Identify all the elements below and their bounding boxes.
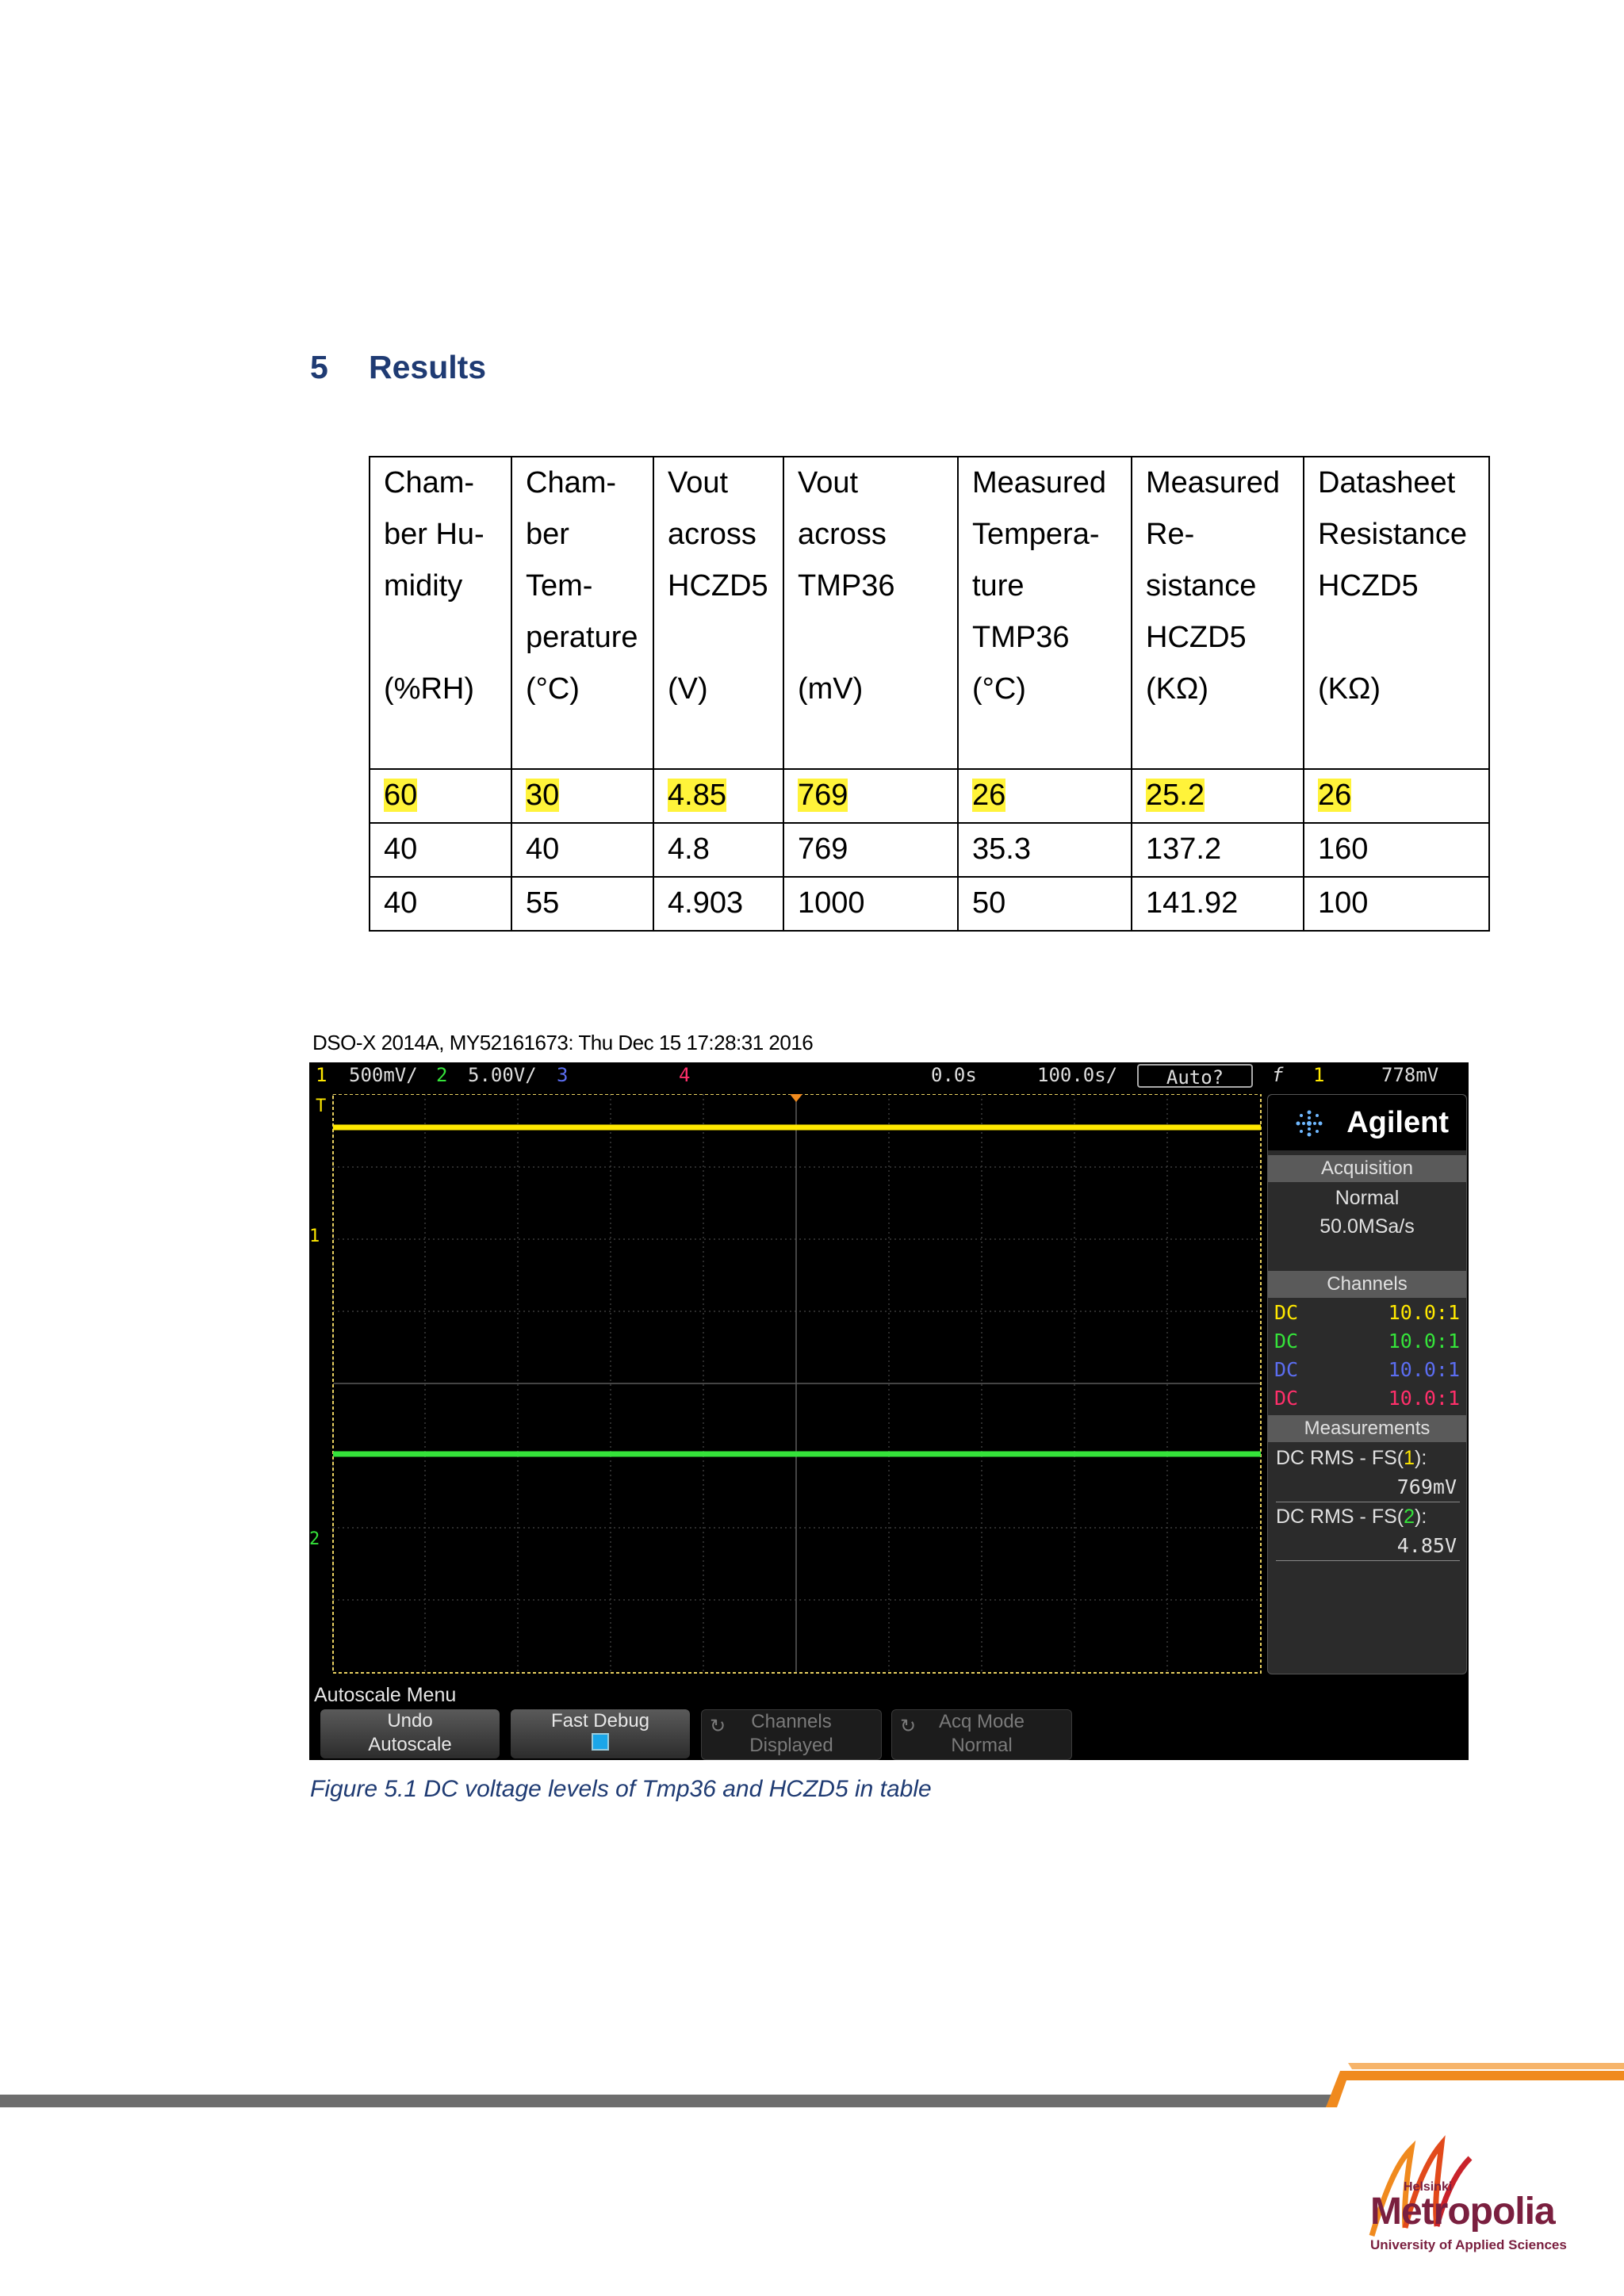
trigger-mode-box[interactable]: Auto? <box>1137 1064 1253 1088</box>
ch4-number: 4 <box>679 1064 691 1086</box>
scope-screen <box>309 1062 1469 1760</box>
agilent-spark-icon <box>1292 1106 1327 1141</box>
table-cell: 40 <box>370 877 511 931</box>
scope-status-bar <box>309 1062 1469 1089</box>
trigger-edge-icon: f <box>1272 1064 1284 1086</box>
section-heading <box>310 349 486 386</box>
rotate-knob-icon: ↻ <box>900 1716 917 1737</box>
table-cell: 60 <box>370 769 511 823</box>
trigger-marker: T <box>316 1096 327 1116</box>
table-cell: 160 <box>1304 823 1489 877</box>
table-header-row <box>370 457 1489 769</box>
table-cell: 26 <box>1304 769 1489 823</box>
ch2-scale: 5.00V/ <box>468 1064 537 1086</box>
results-table <box>369 456 1490 932</box>
undo-autoscale-button[interactable]: Undo Autoscale <box>320 1709 500 1758</box>
menu-title: Autoscale Menu <box>314 1684 457 1706</box>
trigger-channel: 1 <box>1313 1064 1325 1086</box>
table-cell: 25.2 <box>1132 769 1304 823</box>
channel-row-4: DC 10.0:1 <box>1274 1387 1460 1410</box>
table-cell: 137.2 <box>1132 823 1304 877</box>
oscilloscope-screenshot <box>309 1031 1469 1760</box>
acq-mode-button[interactable]: ↻ Acq Mode Normal <box>891 1709 1072 1760</box>
table-cell: 769 <box>783 823 958 877</box>
channels-header: Channels <box>1268 1271 1466 1298</box>
figure-caption: Figure 5.1 DC voltage levels of Tmp36 and HCZD5 in table <box>310 1776 932 1802</box>
ch2-number: 2 <box>436 1064 448 1086</box>
header-datasheet-resistance: Datasheet Resistance HCZD5 (KΩ) <box>1304 457 1489 769</box>
measurement-label-2: DC RMS - FS(2): <box>1276 1506 1427 1528</box>
checkbox-icon <box>592 1733 609 1751</box>
table-cell: 1000 <box>783 877 958 931</box>
table-row <box>370 769 1489 823</box>
fast-debug-button[interactable]: Fast Debug <box>511 1709 690 1758</box>
logo-city: Helsinki <box>1404 2180 1453 2194</box>
brand-name: Agilent <box>1346 1106 1449 1139</box>
trigger-level: 778mV <box>1381 1064 1439 1086</box>
rotate-knob-icon: ↻ <box>710 1716 726 1737</box>
table-cell: 35.3 <box>958 823 1132 877</box>
ch1-ground-marker: 1 <box>309 1226 320 1246</box>
acquisition-rate: 50.0MSa/s <box>1320 1215 1415 1238</box>
softkey-menu <box>309 1681 1469 1760</box>
table-cell: 50 <box>958 877 1132 931</box>
channel-row-1: DC 10.0:1 <box>1274 1301 1460 1324</box>
info-panel <box>1267 1094 1467 1674</box>
table-cell: 40 <box>370 823 511 877</box>
table-row <box>370 823 1489 877</box>
channel-row-2: DC 10.0:1 <box>1274 1330 1460 1353</box>
header-vout-tmp36: Vout across TMP36 (mV) <box>783 457 958 769</box>
scope-header-text: DSO-X 2014A, MY52161673: Thu Dec 15 17:28:31 2016 <box>312 1031 814 1054</box>
section-title: Results <box>369 349 487 385</box>
table-cell: 769 <box>783 769 958 823</box>
table-cell: 141.92 <box>1132 877 1304 931</box>
table-cell: 4.85 <box>653 769 783 823</box>
table-cell: 100 <box>1304 877 1489 931</box>
measurement-label-1: DC RMS - FS(1): <box>1276 1447 1427 1469</box>
acquisition-mode: Normal <box>1335 1187 1400 1209</box>
table-cell: 4.8 <box>653 823 783 877</box>
ch3-number: 3 <box>557 1064 569 1086</box>
measurements-header: Measurements <box>1268 1415 1466 1442</box>
header-vout-hczd5: Vout across HCZD5 (V) <box>653 457 783 769</box>
measurement-value-2: 4.85V <box>1396 1534 1457 1557</box>
header-chamber-temperature: Cham- ber Tem- perature (°C) <box>511 457 653 769</box>
waveform-graticule <box>309 1094 1264 1681</box>
logo-name: Metropolia <box>1370 2191 1555 2233</box>
table-row <box>370 877 1489 931</box>
ch1-number: 1 <box>316 1064 327 1086</box>
ch1-scale: 500mV/ <box>349 1064 418 1086</box>
acquisition-header: Acquisition <box>1268 1155 1466 1182</box>
ch2-ground-marker: 2 <box>309 1529 320 1549</box>
table-cell: 30 <box>511 769 653 823</box>
table-cell: 55 <box>511 877 653 931</box>
channel-row-3: DC 10.0:1 <box>1274 1358 1460 1381</box>
table-cell: 26 <box>958 769 1132 823</box>
header-chamber-humidity: Cham- ber Hu- midity (%RH) <box>370 457 511 769</box>
divider <box>1276 1560 1460 1561</box>
agilent-logo <box>1268 1095 1466 1150</box>
measurement-value-1: 769mV <box>1396 1475 1457 1498</box>
time-delay: 0.0s <box>931 1064 977 1086</box>
time-scale: 100.0s/ <box>1037 1064 1118 1086</box>
table-cell: 40 <box>511 823 653 877</box>
header-measured-resistance: Measured Re- sistance HCZD5 (KΩ) <box>1132 457 1304 769</box>
header-measured-temperature: Measured Tempera- ture TMP36 (°C) <box>958 457 1132 769</box>
section-number: 5 <box>310 349 328 385</box>
footer-band <box>0 2061 1624 2117</box>
channels-displayed-button[interactable]: ↻ Channels Displayed <box>701 1709 882 1760</box>
logo-subtitle: University of Applied Sciences <box>1370 2237 1567 2252</box>
table-cell: 4.903 <box>653 877 783 931</box>
